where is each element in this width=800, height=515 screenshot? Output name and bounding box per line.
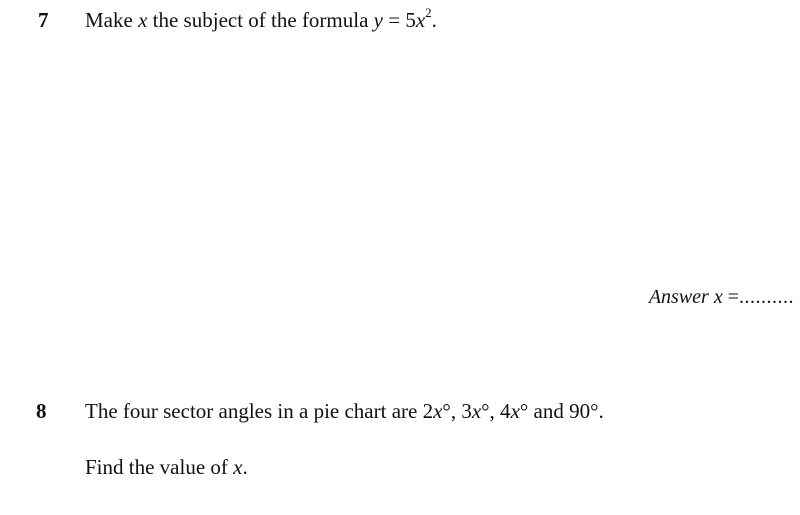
text-segment: the subject of the formula (147, 8, 374, 32)
variable-x: x (433, 399, 443, 423)
text-segment: The four sector angles in a pie chart are 2 (85, 399, 434, 423)
text-segment: = 5 (383, 8, 416, 32)
answer-line (649, 287, 794, 307)
question-text (85, 5, 437, 32)
text-segment: °, 4 (481, 399, 511, 423)
variable-x: x (471, 399, 482, 423)
question-number: 8 (36, 399, 47, 423)
question-text (85, 401, 604, 422)
text-segment: . (242, 455, 248, 479)
variable-x: x (233, 455, 243, 479)
question-instruction (85, 457, 248, 478)
answer-variable: x (713, 286, 723, 308)
text-segment: . (431, 8, 437, 32)
variable-x: x (138, 8, 148, 32)
exponent: 2 (425, 5, 432, 20)
variable-x: x (510, 399, 520, 423)
text-segment: ° and 90°. (519, 399, 604, 423)
variable-x: x (415, 8, 426, 32)
answer-equals: = (722, 286, 739, 308)
question-number: 7 (38, 8, 49, 32)
text-segment: Make (85, 8, 139, 32)
text-segment: °, 3 (442, 399, 472, 423)
variable-y: y (373, 8, 383, 32)
answer-label: Answer (648, 286, 714, 308)
answer-blank[interactable]: .......... (739, 286, 794, 308)
text-segment: Find the value of (85, 455, 234, 479)
